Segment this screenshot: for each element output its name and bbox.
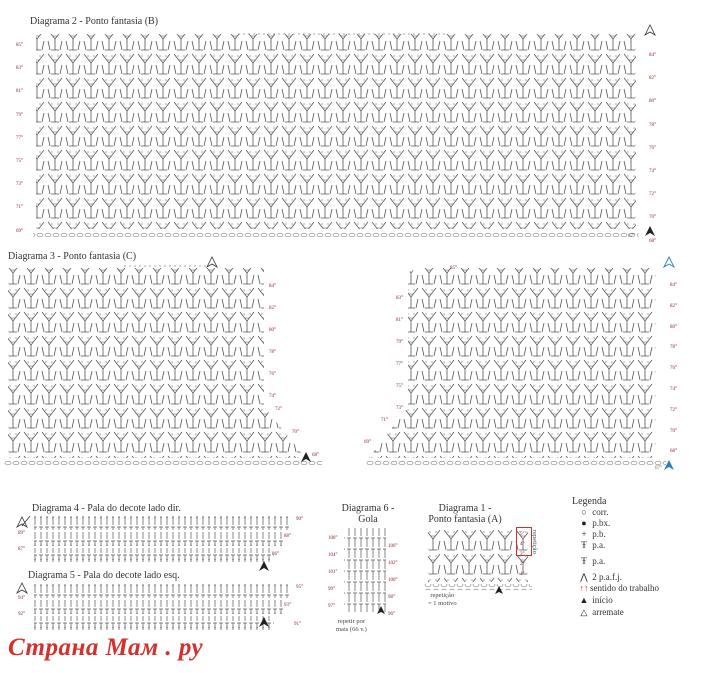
diagram4-grid	[20, 512, 295, 568]
diagram1-repeat-note	[428, 592, 457, 608]
legend-item-slip: ● p.bx.	[578, 518, 610, 528]
direction-arrows-icon: ↑↑	[579, 583, 589, 593]
diagram3-right-left-rownums	[396, 288, 403, 420]
diagram2-title: Diagrama 2 - Ponto fantasia (B)	[30, 16, 159, 27]
row-number: 94°	[18, 596, 25, 601]
row-number: 73°	[16, 182, 23, 188]
row-number: 92°	[18, 612, 25, 617]
row-number: 90°	[296, 517, 303, 522]
diagram1-title-line2: Ponto fantasia (A)	[428, 514, 502, 525]
row-number: 75°	[16, 159, 23, 165]
diagram1-repeat-line1: repetição	[430, 592, 455, 599]
row-number: 86°	[272, 552, 279, 557]
row-number: 73°	[396, 406, 403, 411]
row-number: 82°	[670, 303, 677, 309]
diagram2-grid	[28, 28, 643, 243]
row-number: 77°	[16, 135, 23, 141]
row-number: 104°	[328, 553, 338, 558]
row-number: 76°	[649, 145, 656, 151]
row-number: 101°	[328, 570, 338, 575]
row-number: 70°	[670, 428, 677, 434]
diagram3-left-block-rownums	[269, 276, 276, 408]
site-watermark: Страна Мам . ру	[8, 634, 204, 661]
diagram6-title	[338, 503, 398, 525]
row-number: 84°	[649, 53, 656, 58]
row-number: 100°	[388, 578, 398, 583]
finish-arrow-icon	[206, 256, 218, 268]
legend-item-single: + p.b.	[578, 529, 606, 539]
row-number: 82°	[269, 306, 276, 311]
row-number: 5°	[520, 532, 525, 537]
diagram2-left-rownums	[16, 34, 23, 243]
row-number: 68°	[670, 449, 677, 455]
diagram3-right-grid	[366, 262, 666, 472]
row-number: 80°	[649, 99, 656, 105]
row-number: 80°	[670, 324, 677, 330]
start-arrow-icon	[644, 225, 656, 237]
start-arrow-icon: ▲	[579, 595, 589, 605]
row-number: 1°	[520, 572, 525, 577]
diagram2-right-rownums	[649, 44, 656, 253]
treble-icon: Ŧ	[581, 556, 587, 566]
row-number: 67°	[655, 466, 662, 471]
diagram6-note-line1: repetir por	[337, 618, 366, 625]
row-number: 4°	[520, 542, 525, 547]
legend-item-treble-2: Ŧ p.a.	[578, 556, 605, 566]
diagram1-title	[420, 503, 510, 525]
row-number: 76°	[670, 366, 677, 372]
row-number: 89°	[18, 531, 25, 536]
finish-arrow-icon: △	[580, 607, 588, 617]
start-arrow-icon	[258, 616, 270, 628]
row-number: 83°	[396, 296, 403, 301]
diagram6-left-rownums	[328, 530, 338, 615]
diagram6-title-line2: Gola	[358, 514, 378, 525]
row-number: 3°	[520, 552, 525, 557]
legend-item-direction: ↑↑ sentido do trabalho	[579, 583, 659, 593]
row-number: 75°	[396, 384, 403, 389]
treble-icon: Ŧ	[581, 540, 587, 550]
legend-item-treble: Ŧ p.a.	[578, 540, 605, 550]
diagram6-note	[336, 618, 367, 634]
start-arrow-icon	[494, 585, 504, 595]
diagram1-title-line1: Diagrama 1 -	[438, 503, 492, 514]
diagram5-grid	[20, 580, 295, 636]
row-number: 108°	[328, 536, 338, 541]
diagram1-rownums	[520, 530, 525, 580]
start-arrow-icon	[258, 560, 270, 572]
diagram3-right-rownums	[670, 276, 677, 463]
finish-arrow-icon	[663, 256, 675, 268]
row-number: 68°	[312, 453, 319, 458]
legend-title: Legenda	[572, 496, 607, 507]
diagram6-title-line1: Diagrama 6 -	[341, 503, 395, 514]
diagram1-repeat-line2: = 1 motivo	[428, 600, 457, 607]
row-number: 79°	[16, 112, 23, 118]
row-number: 77°	[396, 362, 403, 367]
row-number: 85°	[450, 266, 457, 271]
row-number: 99°	[328, 587, 335, 592]
row-number: 83°	[16, 66, 23, 72]
row-number: 70°	[649, 215, 656, 221]
row-number: 81°	[16, 89, 23, 95]
start-arrow-icon	[300, 451, 312, 463]
row-number: 93°	[284, 603, 291, 608]
row-number: 106°	[388, 544, 398, 549]
row-number: 71°	[381, 418, 388, 423]
row-number: 85°	[16, 43, 23, 48]
row-number: 68°	[649, 238, 656, 244]
diagram5-title: Diagrama 5 - Pala do decote lado esq.	[28, 570, 180, 581]
row-number: 87°	[18, 547, 25, 552]
row-number: 81°	[396, 318, 403, 323]
row-number: 69°	[364, 440, 371, 445]
legend-item-start: ▲ início	[579, 595, 613, 605]
finish-arrow-icon	[644, 24, 656, 36]
slip-stitch-icon: ●	[581, 518, 587, 528]
row-number: 76°	[269, 372, 276, 377]
row-number: 102°	[388, 561, 398, 566]
row-number: 82°	[649, 76, 656, 82]
row-number: 97°	[328, 604, 335, 609]
diagram1-repeat-side: repetição	[531, 530, 538, 554]
row-number: 95°	[296, 585, 303, 590]
row-number: 67°	[628, 234, 635, 239]
row-number: 72°	[649, 192, 656, 198]
row-number: 79°	[396, 340, 403, 345]
chain-icon: ○	[581, 507, 587, 517]
row-number: 88°	[284, 534, 291, 539]
row-number: 78°	[649, 122, 656, 128]
row-number: 69°	[16, 228, 23, 234]
row-number: 96°	[388, 612, 395, 617]
finish-arrow-icon	[16, 582, 28, 594]
row-number: 74°	[269, 394, 276, 399]
diagram6-grid	[340, 526, 390, 614]
row-number: 91°	[294, 622, 301, 627]
row-number: 74°	[670, 386, 677, 392]
row-number: 78°	[269, 350, 276, 355]
legend-item-finish: △ arremate	[578, 607, 624, 618]
finish-arrow-icon	[16, 516, 28, 528]
diagram6-note-line2: mais (66 v.)	[336, 626, 367, 633]
legend-item-decrease: ⋀ 2 p.a.f.j.	[578, 572, 622, 583]
diagram4-title: Diagrama 4 - Pala do decote lado dir.	[32, 503, 181, 514]
legend-item-chain: ○ corr.	[578, 507, 609, 517]
row-number: 84°	[269, 284, 276, 289]
row-number: 84°	[670, 283, 677, 288]
diagram3-title: Diagrama 3 - Ponto fantasia (C)	[8, 251, 137, 262]
row-number: 98°	[388, 595, 395, 600]
row-number: 70°	[292, 430, 299, 435]
row-number: 80°	[269, 328, 276, 333]
start-arrow-icon	[376, 605, 386, 615]
decrease-icon: ⋀	[580, 572, 588, 582]
row-number: 72°	[670, 407, 677, 413]
row-number: 71°	[16, 205, 23, 211]
diagram6-right-rownums	[388, 538, 398, 623]
row-number: 74°	[649, 169, 656, 175]
row-number: 2°	[520, 562, 525, 567]
row-number: 78°	[670, 345, 677, 351]
row-number: 72°	[275, 407, 282, 412]
single-crochet-icon: +	[581, 529, 587, 539]
